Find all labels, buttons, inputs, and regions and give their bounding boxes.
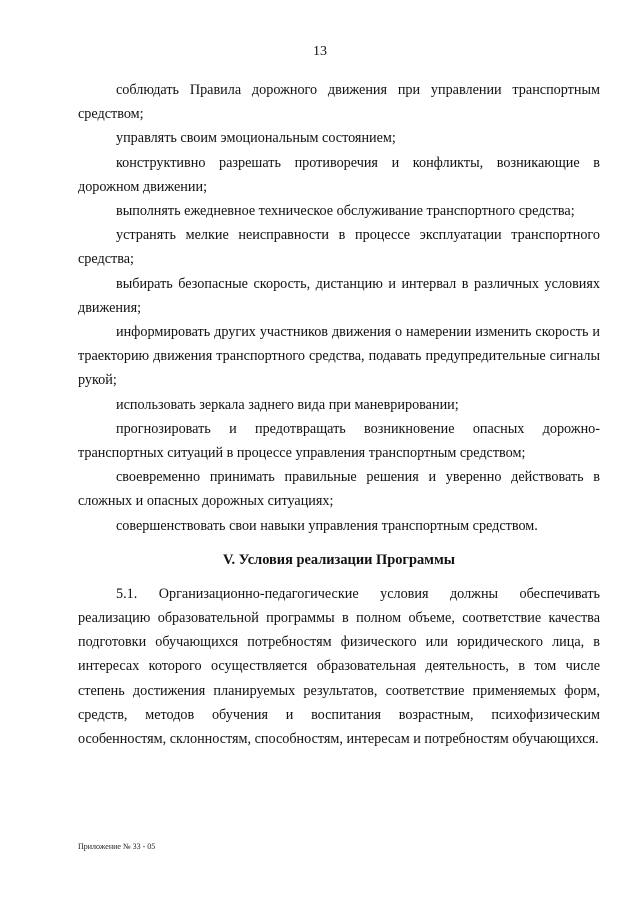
section-heading: V. Условия реализации Программы xyxy=(223,551,455,568)
list-item: управлять своим эмоциональным состоянием; xyxy=(116,130,396,147)
list-item: информировать других участников движения о намерении изменить скорость и траекторию движения транспортного средства, подавать предупредительные сигналы рукой; xyxy=(78,324,600,389)
footer-note: Приложение № 33 - 05 xyxy=(78,842,156,851)
list-item: соблюдать Правила дорожного движения при управлении транспортным средством; xyxy=(78,82,600,123)
list-item: выполнять ежедневное техническое обслуживание транспортного средства; xyxy=(116,203,575,220)
list-item: использовать зеркала заднего вида при маневрировании; xyxy=(116,396,459,413)
list-item: конструктивно разрешать противоречия и конфликты, возникающие в дорожном движении; xyxy=(78,154,600,195)
list-item: устранять мелкие неисправности в процессе эксплуатации транспортного средства; xyxy=(78,227,600,268)
document-body xyxy=(78,78,600,751)
list-item: совершенствовать свои навыки управления транспортным средством. xyxy=(116,517,538,534)
page-number: 13 xyxy=(313,44,327,59)
list-item: своевременно принимать правильные решения и уверенно действовать в сложных и опасных дорожных ситуациях; xyxy=(78,469,600,510)
list-item: прогнозировать и предотвращать возникновение опасных дорожно-транспортных ситуаций в процессе управления транспортным средством; xyxy=(78,420,600,462)
section-paragraph: 5.1. Организационно-педагогические условия должны обеспечивать реализацию образовательной программы в полном объеме, соответствие качества подготовки обучающихся потребностям физического или юридического лица, в интересах которого осуществляется образовательная деятельность, в том числе степень достижения планируемых результатов, соответствие применяемых форм, средств, методов обучения и воспитания возрастным, психофизическим особенностям, склонностям, способностям, интересам и потребностям обучающихся. xyxy=(78,585,600,748)
list-item: выбирать безопасные скорость, дистанцию и интервал в различных условиях движения; xyxy=(78,275,600,316)
